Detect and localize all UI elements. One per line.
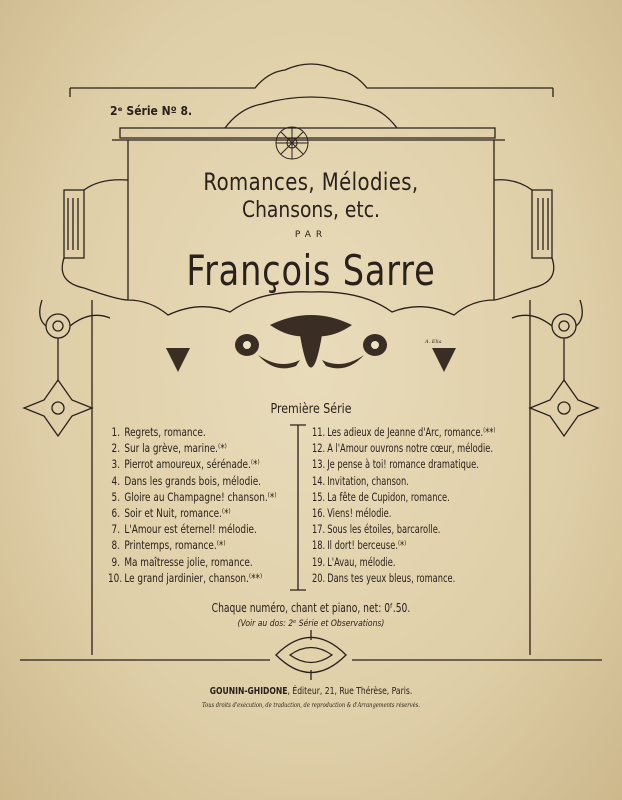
rosette-icon bbox=[276, 127, 308, 159]
list-item: 9. Ma maîtresse jolie, romance. bbox=[111, 554, 253, 569]
list-item: 5. Gloire au Champagne! chanson.⁽*⁾ bbox=[111, 489, 277, 504]
see-back-note: (Voir au dos: 2ᵉ Série et Observations) bbox=[237, 619, 385, 629]
list-item: 7. L'Amour est éternel! mélodie. bbox=[111, 522, 257, 537]
by-label: PAR bbox=[294, 230, 328, 240]
publisher-address: , Éditeur, 21, Rue Thérèse, Paris. bbox=[287, 686, 413, 697]
list-item: 10. Le grand jardinier, chanson.⁽**⁾ bbox=[108, 570, 263, 585]
series-number: 2ᵉ Série Nº 8. bbox=[110, 104, 193, 118]
list-item: 15. La fête de Cupidon, romance. bbox=[312, 489, 450, 504]
list-item: 19. L'Avau, mélodie. bbox=[312, 554, 396, 569]
list-item: 20. Dans tes yeux bleus, romance. bbox=[312, 570, 456, 585]
composer-name: François Sarre bbox=[186, 246, 436, 295]
list-item: 11. Les adieux de Jeanne d'Arc, romance.⁽**⁾ bbox=[312, 425, 496, 439]
list-item: 17. Sous les étoiles, barcarolle. bbox=[312, 522, 441, 537]
publisher-line bbox=[47, 686, 576, 697]
engraver-signature: A. Elia bbox=[425, 339, 442, 345]
list-item: 8. Printemps, romance.⁽*⁾ bbox=[111, 538, 226, 553]
list-item: 6. Soir et Nuit, romance.⁽*⁾ bbox=[111, 505, 231, 520]
song-list-right bbox=[312, 424, 495, 586]
list-item: 13. Je pense à toi! romance dramatique. bbox=[312, 457, 479, 472]
list-item: 16. Viens! mélodie. bbox=[312, 505, 392, 520]
list-item: 2. Sur la grève, marine.⁽*⁾ bbox=[111, 441, 227, 456]
rights-notice: Tous droits d'exécution, de traduction, de reproduction & d'Arrangements réservés. bbox=[202, 702, 420, 709]
list-item: 14. Invitation, chanson. bbox=[312, 473, 409, 488]
song-list-left bbox=[108, 424, 277, 586]
list-item: 4. Dans les grands bois, mélodie. bbox=[111, 473, 261, 488]
list-item: 1. Regrets, romance. bbox=[111, 425, 206, 439]
price-line: Chaque numéro, chant et piano, net: 0ᶠ.50. bbox=[211, 601, 411, 615]
list-item: 18. Il dort! berceuse.⁽*⁾ bbox=[312, 538, 407, 553]
acanthus-ornament-icon bbox=[166, 315, 456, 372]
title-line-2: Chansons, etc. bbox=[242, 198, 380, 223]
publisher-name: GOUNIN-GHIDONE bbox=[209, 686, 288, 697]
section-heading: Première Série bbox=[270, 402, 352, 417]
title-line-1: Romances, Mélodies, bbox=[203, 168, 419, 196]
list-item: 12. A l'Amour ouvrons notre cœur, mélodie. bbox=[312, 441, 493, 456]
list-item: 3. Pierrot amoureux, sérénade.⁽*⁾ bbox=[111, 457, 260, 472]
